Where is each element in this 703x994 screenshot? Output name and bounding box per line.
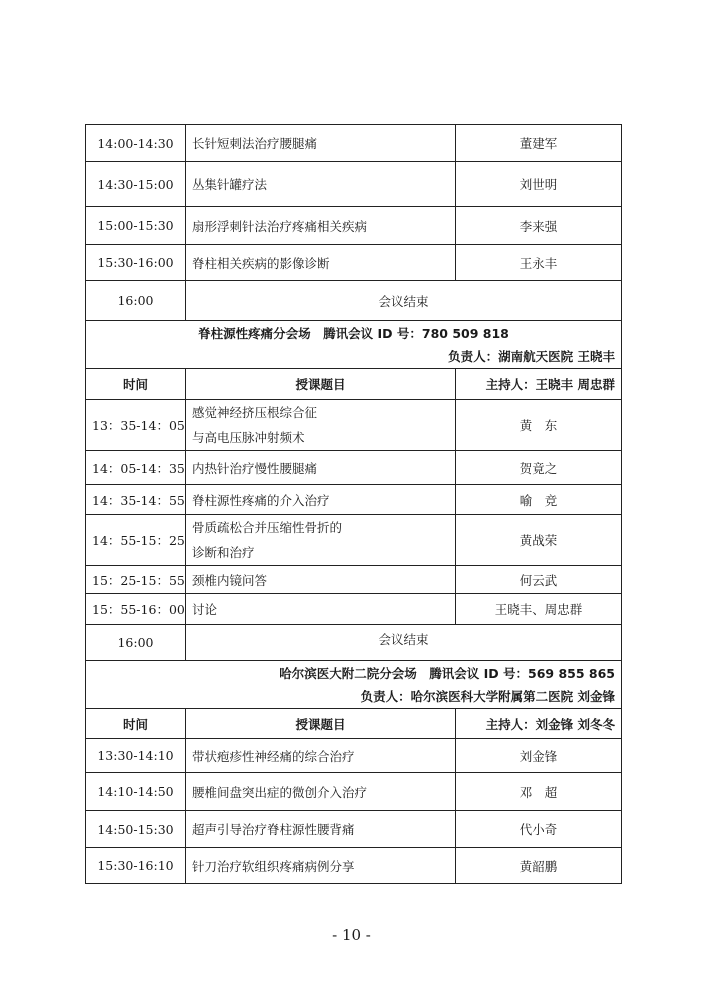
table-row — [86, 125, 622, 162]
topic-cell — [186, 515, 456, 566]
speaker-cell: 王晓丰、周忠群 — [456, 594, 622, 625]
header-topic: 授课题目 — [186, 369, 456, 400]
topic-cell: 带状疱疹性神经痛的综合治疗 — [186, 739, 456, 773]
time-cell: 15：25-15：55 — [86, 566, 186, 594]
table-row — [86, 451, 622, 485]
speaker-cell: 何云武 — [456, 566, 622, 594]
table-row — [86, 515, 622, 566]
time-cell: 14:10-14:50 — [86, 773, 186, 811]
topic-cell: 腰椎间盘突出症的微创介入治疗 — [186, 773, 456, 811]
topic-cell: 脊柱源性疼痛的介入治疗 — [186, 485, 456, 515]
time-cell: 14:30-15:00 — [86, 162, 186, 207]
topic-cell — [186, 400, 456, 451]
table-row — [86, 485, 622, 515]
topic-cell: 脊柱相关疾病的影像诊断 — [186, 245, 456, 281]
table-header-row — [86, 709, 622, 739]
section-title-row — [86, 661, 622, 685]
speaker-cell: 黄韶鹏 — [456, 848, 622, 884]
time-cell: 15：55-16：00 — [86, 594, 186, 625]
topic-line: 与高电压脉冲射频术 — [192, 430, 305, 445]
time-cell: 13:30-14:10 — [86, 739, 186, 773]
speaker-cell: 董建军 — [456, 125, 622, 162]
section-responsible-row — [86, 345, 622, 369]
table-row — [86, 848, 622, 884]
time-cell: 14：55-15：25 — [86, 515, 186, 566]
speaker-cell: 贺竟之 — [456, 451, 622, 485]
schedule-table — [85, 124, 622, 884]
table-row — [86, 811, 622, 848]
end-time-cell: 16:00 — [86, 281, 186, 321]
speaker-cell: 李来强 — [456, 207, 622, 245]
section-responsible: 负责人：湖南航天医院 王晓丰 — [86, 345, 622, 369]
topic-cell: 超声引导治疗脊柱源性腰背痛 — [186, 811, 456, 848]
speaker-cell: 喻 竞 — [456, 485, 622, 515]
topic-cell: 颈椎内镜问答 — [186, 566, 456, 594]
topic-line: 感觉神经挤压根综合征 — [192, 405, 318, 420]
header-host: 主持人：刘金锋 刘冬冬 — [456, 709, 622, 739]
section-title-row — [86, 321, 622, 345]
time-cell: 14：35-14：55 — [86, 485, 186, 515]
time-cell: 14：05-14：35 — [86, 451, 186, 485]
end-time-cell: 16:00 — [86, 625, 186, 661]
time-cell: 15:30-16:00 — [86, 245, 186, 281]
meeting-end-cell: 会议结束 — [186, 281, 622, 321]
header-time: 时间 — [86, 709, 186, 739]
table-row — [86, 207, 622, 245]
table-row — [86, 625, 622, 661]
table-row — [86, 739, 622, 773]
table-row — [86, 566, 622, 594]
topic-cell: 扇形浮刺针法治疗疼痛相关疾病 — [186, 207, 456, 245]
section-title: 脊柱源性疼痛分会场 腾讯会议 ID 号：780 509 818 — [86, 321, 622, 345]
header-topic: 授课题目 — [186, 709, 456, 739]
time-cell: 15:00-15:30 — [86, 207, 186, 245]
topic-cell: 讨论 — [186, 594, 456, 625]
time-cell: 14:50-15:30 — [86, 811, 186, 848]
speaker-cell: 刘世明 — [456, 162, 622, 207]
table-row — [86, 162, 622, 207]
section-responsible: 负责人：哈尔滨医科大学附属第二医院 刘金锋 — [86, 685, 622, 709]
table-header-row — [86, 369, 622, 400]
section-responsible-row — [86, 685, 622, 709]
speaker-cell: 刘金锋 — [456, 739, 622, 773]
topic-line: 诊断和治疗 — [192, 545, 255, 560]
speaker-cell: 代小奇 — [456, 811, 622, 848]
table-row — [86, 594, 622, 625]
topic-line: 骨质疏松合并压缩性骨折的 — [192, 520, 343, 535]
table-row — [86, 281, 622, 321]
topic-cell: 丛集针罐疗法 — [186, 162, 456, 207]
meeting-end-cell: 会议结束 — [186, 625, 622, 661]
time-cell: 14:00-14:30 — [86, 125, 186, 162]
header-host: 主持人：王晓丰 周忠群 — [456, 369, 622, 400]
table-row — [86, 400, 622, 451]
table-row — [86, 245, 622, 281]
topic-cell: 针刀治疗软组织疼痛病例分享 — [186, 848, 456, 884]
time-cell: 15:30-16:10 — [86, 848, 186, 884]
topic-cell: 长针短刺法治疗腰腿痛 — [186, 125, 456, 162]
time-cell: 13：35-14：05 — [86, 400, 186, 451]
topic-cell: 内热针治疗慢性腰腿痛 — [186, 451, 456, 485]
header-time: 时间 — [86, 369, 186, 400]
table-row — [86, 773, 622, 811]
speaker-cell: 邓 超 — [456, 773, 622, 811]
page-number: - 10 - — [332, 926, 371, 944]
section-title: 哈尔滨医大附二院分会场 腾讯会议 ID 号：569 855 865 — [86, 661, 622, 685]
speaker-cell: 黄战荣 — [456, 515, 622, 566]
speaker-cell: 黄 东 — [456, 400, 622, 451]
speaker-cell: 王永丰 — [456, 245, 622, 281]
